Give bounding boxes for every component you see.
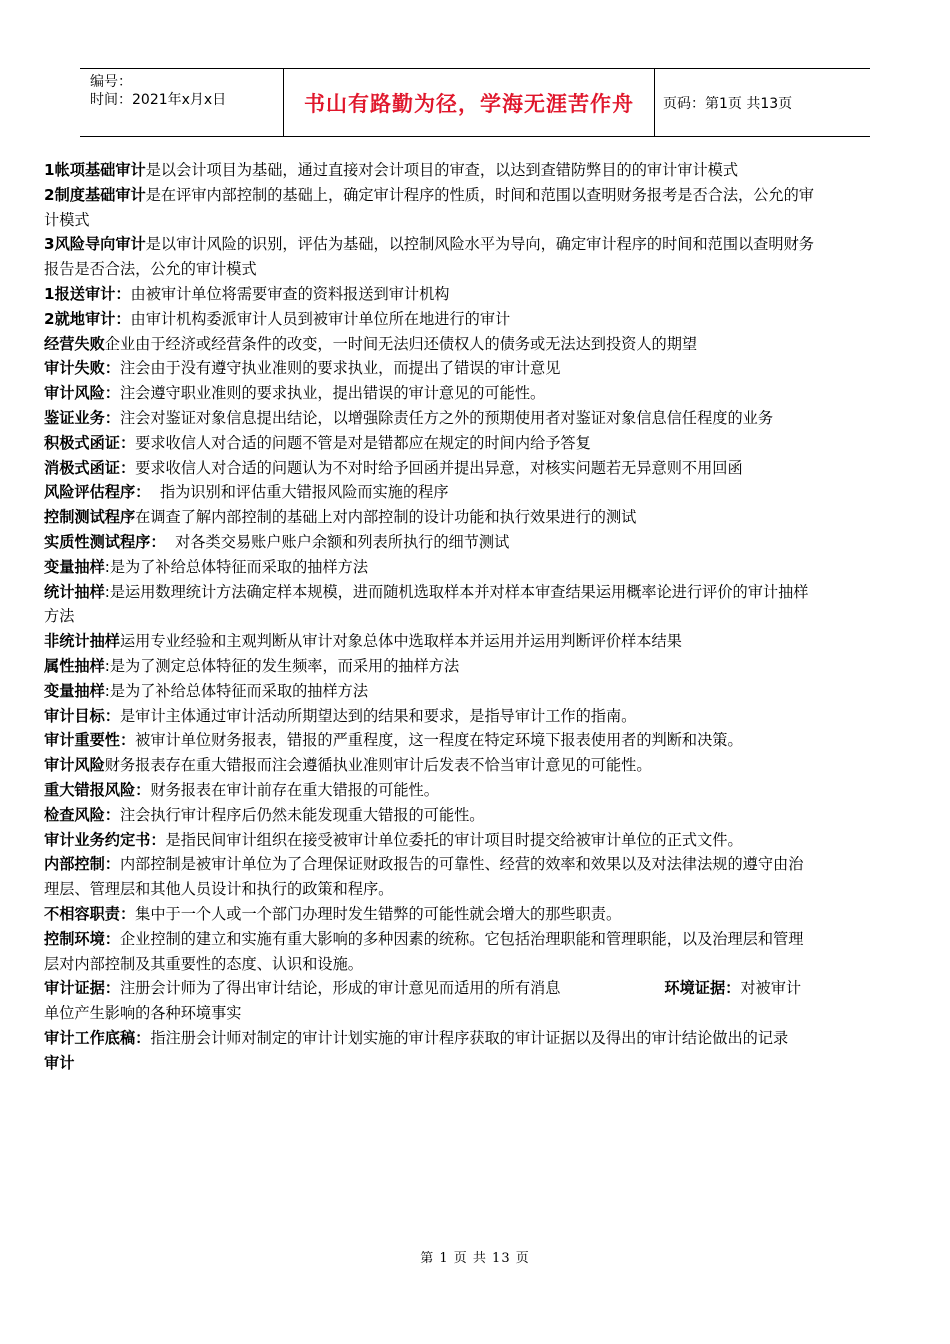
entry-term: 实质性测试程序： — [44, 532, 166, 551]
glossary-entry — [44, 852, 814, 902]
entry-term: 环境证据： — [664, 979, 741, 998]
entry-definition: 注会遵守职业准则的要求执业，提出错误的审计意见的可能性。 — [119, 384, 546, 403]
entry-definition: 指为识别和评估重大错报风险而实施的程序 — [150, 483, 449, 502]
glossary-entry — [44, 580, 814, 630]
entry-term: 审计风险 — [44, 756, 105, 775]
entry-definition: 企业由于经济或经营条件的改变，一时间无法归还债权人的债务或无法达到投资人的期望 — [104, 334, 698, 353]
entry-definition: 要求收信人对合适的问题不管是对是错都应在规定的时间内给予答复 — [135, 433, 591, 452]
glossary-entry — [44, 232, 814, 282]
entry-term: 不相容职责： — [44, 904, 136, 923]
entry-term: 消极式函证： — [44, 458, 136, 477]
entry-term: 非统计抽样 — [44, 632, 120, 651]
entry-definition: 是审计主体通过审计活动所期望达到的结果和要求，是指导审计工作的指南。 — [119, 706, 637, 725]
header-page-info: 页码：第1页 共13页 — [663, 95, 793, 112]
entry-definition: 财务报表在审计前存在重大错报的可能性。 — [150, 780, 439, 799]
glossary-entry — [44, 480, 814, 505]
entry-definition: 在调查了解内部控制的基础上对内部控制的设计功能和执行效果进行的测试 — [135, 508, 637, 527]
glossary-entry — [44, 282, 814, 307]
entry-definition: 要求收信人对合适的问题认为不对时给予回函并提出异意，对核实问题若无异意则不用回函 — [135, 458, 743, 477]
glossary-entry — [44, 406, 814, 431]
entry-term: 重大错报风险： — [44, 780, 151, 799]
entry-term: 控制测试程序 — [44, 508, 136, 527]
header-meta — [80, 69, 283, 136]
glossary-entry — [44, 927, 814, 977]
entry-definition: 运用专业经验和主观判断从审计对象总体中选取样本并运用并运用判断评价样本结果 — [119, 632, 682, 651]
glossary-body — [44, 158, 814, 1075]
glossary-entry — [44, 902, 814, 927]
entry-term: 经营失败 — [44, 334, 105, 353]
entry-term: 1帐项基础审计 — [44, 161, 146, 179]
glossary-entry — [44, 183, 814, 233]
entry-term: 内部控制： — [44, 855, 120, 874]
entry-definition: 是以审计风险的识别，评估为基础，以控制风险水平为导向，确定审计程序的时间和范围以查明财务报告是否合法，公允的审计模式 — [44, 235, 814, 279]
entry-term: 检查风险： — [44, 805, 120, 824]
page-header — [80, 68, 870, 137]
glossary-entry — [44, 1051, 814, 1076]
entry-definition: 对被审计单位产生影响的各种环境事实 — [44, 979, 802, 1023]
entry-definition: 注册会计师为了得出审计结论，形成的审计意见而适用的所有消息 — [119, 979, 561, 998]
entry-term: 审计证据： — [44, 979, 120, 998]
entry-definition: 注会对鉴证对象信息提出结论，以增强除责任方之外的预期使用者对鉴证对象信息信任程度的业务 — [119, 408, 773, 427]
entry-definition: 注会由于没有遵守执业准则的要求执业，而提出了错误的审计意见 — [119, 359, 561, 378]
entry-definition: 注会执行审计程序后仍然未能发现重大错报的可能性。 — [119, 805, 485, 824]
glossary-entry — [44, 753, 814, 778]
header-motto: 书山有路勤为径，学海无涯苦作舟 — [283, 69, 655, 136]
entry-definition: 是以会计项目为基础，通过直接对会计项目的审查，以达到查错防弊目的的审计审计模式 — [145, 161, 739, 179]
glossary-entry — [44, 530, 814, 555]
entry-definition: 由审计机构委派审计人员到被审计单位所在地进行的审计 — [130, 309, 511, 328]
glossary-entry — [44, 505, 814, 530]
entry-term: 审计工作底稿： — [44, 1028, 151, 1047]
entry-term: 积极式函证： — [44, 433, 136, 452]
entry-definition: 企业控制的建立和实施有重大影响的多种因素的统称。它包括治理职能和管理职能，以及治理层和管理层对内部控制及其重要性的态度、认识和设施。 — [44, 929, 804, 973]
entry-definition: 财务报表存在重大错报而注会遵循执业准则审计后发表不恰当审计意见的可能性。 — [104, 756, 652, 775]
entry-definition: 指注册会计师对制定的审计计划实施的审计程序获取的审计证据以及得出的审计结论做出的记录 — [150, 1028, 789, 1047]
entry-term: 变量抽样 — [44, 557, 105, 576]
entry-definition: 是在评审内部控制的基础上，确定审计程序的性质，时间和范围以查明财务报考是否合法，公允的审计模式 — [44, 185, 814, 229]
glossary-entry — [44, 778, 814, 803]
entry-term: 审计失败： — [44, 359, 120, 378]
glossary-entry — [44, 381, 814, 406]
entry-term: 1报送审计： — [44, 284, 131, 303]
entry-term: 审计业务约定书： — [44, 830, 166, 849]
entry-term: 审计风险： — [44, 384, 120, 403]
entry-definition: 集中于一个人或一个部门办理时发生错弊的可能性就会增大的那些职责。 — [135, 904, 622, 923]
entry-definition: 由被审计单位将需要审查的资料报送到审计机构 — [130, 284, 450, 303]
glossary-entry — [44, 679, 814, 704]
glossary-entry — [44, 704, 814, 729]
entry-term: 风险评估程序： — [44, 483, 151, 502]
entry-term: 属性抽样 — [44, 656, 105, 675]
serial-label: 编号： — [90, 74, 132, 90]
entry-term: 2制度基础审计 — [44, 185, 146, 204]
glossary-entry — [44, 158, 814, 183]
glossary-entry — [44, 803, 814, 828]
time-label: 时间：2021年x月x日 — [90, 92, 227, 108]
entry-term: 审计 — [44, 1053, 75, 1072]
entry-definition: :是为了补给总体特征而采取的抽样方法 — [104, 681, 369, 700]
entry-definition: :是运用数理统计方法确定样本规模，进而随机选取样本并对样本审查结果运用概率论进行评价的审计抽样方法 — [44, 582, 809, 626]
page-footer: 第 1 页 共 13 页 — [420, 1251, 530, 1266]
entry-definition: 被审计单位财务报表，错报的严重程度，这一程度在特定环境下报表使用者的判断和决策。 — [135, 731, 743, 750]
entry-term: 2就地审计： — [44, 309, 131, 328]
glossary-entry — [44, 307, 814, 332]
entry-definition: 是指民间审计组织在接受被审计单位委托的审计项目时提交给被审计单位的正式文件。 — [165, 830, 743, 849]
glossary-entry — [44, 356, 814, 381]
entry-term: 鉴证业务： — [44, 408, 120, 427]
glossary-entry — [44, 728, 814, 753]
glossary-entry — [44, 629, 814, 654]
entry-definition: 内部控制是被审计单位为了合理保证财政报告的可靠性、经营的效率和效果以及对法律法规的遵守由治理层、管理层和其他人员设计和执行的政策和程序。 — [44, 855, 804, 899]
glossary-entry — [44, 976, 814, 1026]
entry-definition: :是为了补给总体特征而采取的抽样方法 — [104, 557, 369, 576]
glossary-entry — [44, 654, 814, 679]
glossary-entry — [44, 828, 814, 853]
glossary-entry — [44, 456, 814, 481]
entry-definition: 对各类交易账户账户余额和列表所执行的细节测试 — [165, 532, 510, 551]
entry-term: 审计目标： — [44, 706, 120, 725]
entry-term: 控制环境： — [44, 929, 120, 948]
entry-term: 审计重要性： — [44, 731, 136, 750]
glossary-entry — [44, 332, 814, 357]
entry-definition: :是为了测定总体特征的发生频率，而采用的抽样方法 — [104, 656, 460, 675]
glossary-entry — [44, 431, 814, 456]
glossary-entry — [44, 555, 814, 580]
entry-term: 变量抽样 — [44, 681, 105, 700]
entry-term: 统计抽样 — [44, 582, 105, 601]
glossary-entry — [44, 1026, 814, 1051]
entry-term: 3风险导向审计 — [44, 235, 146, 254]
